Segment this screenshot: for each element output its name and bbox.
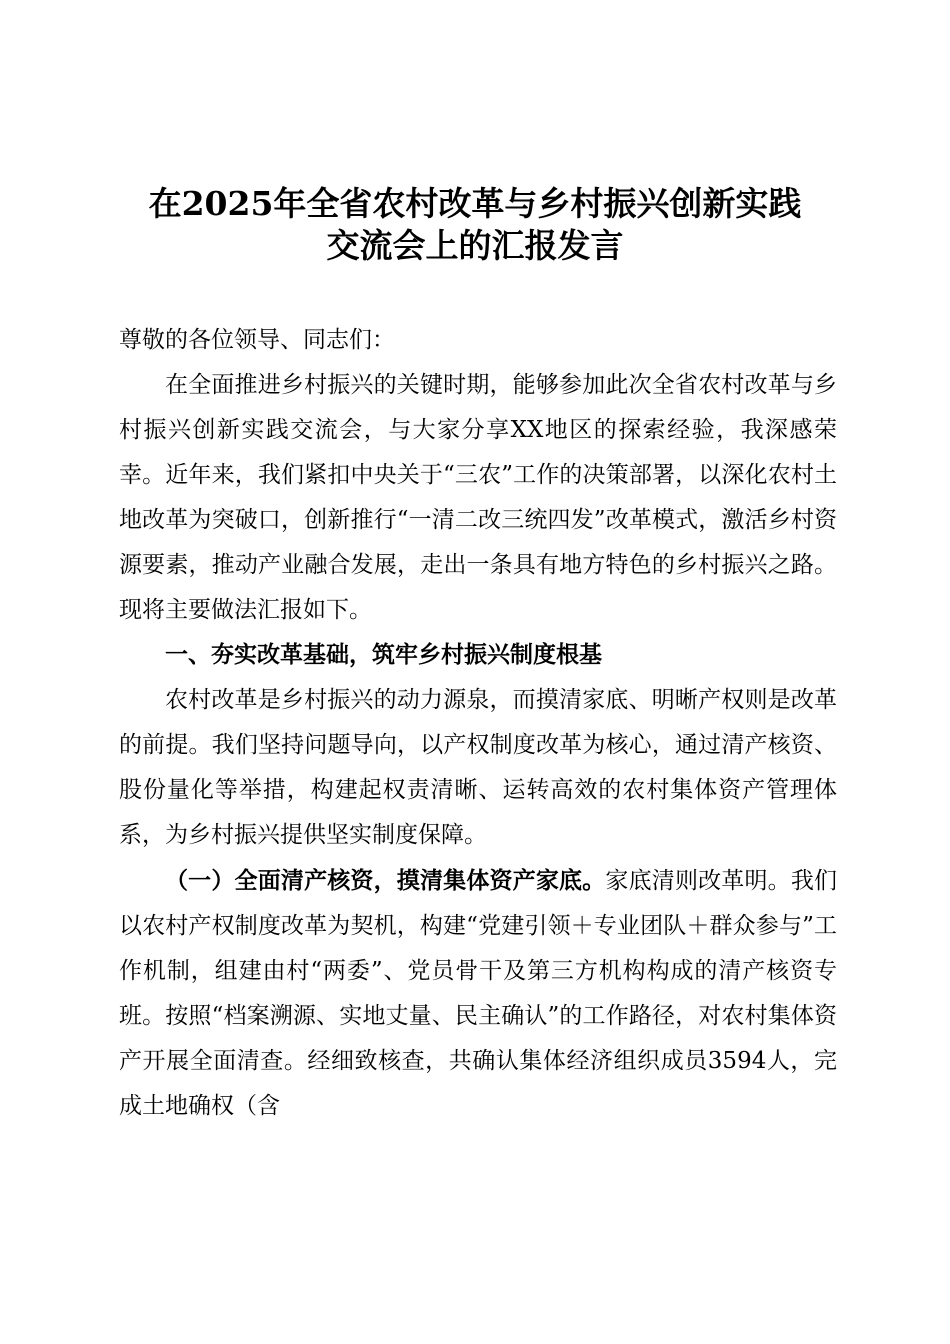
subsection-1-paragraph: [119, 858, 837, 1129]
document-title-line-1: 在2025年全省农村改革与乡村振兴创新实践: [148, 184, 802, 223]
section-1-paragraph: 农村改革是乡村振兴的动力源泉，而摸清家底、明晰产权则是改革的前提。我们坚持问题导向，以产权制度改革为核心，通过清产核资、股份量化等举措，构建起权责清晰、运转高效的农村集体资产管理体系，为乡村振兴提供坚实制度保障。: [119, 687, 837, 848]
document-body: [119, 318, 837, 1129]
subsection-1-text: 家底清则改革明。我们以农村产权制度改革为契机，构建“党建引领＋专业团队＋群众参与”工作机制，组建由村“两委”、党员骨干及第三方机构构成的清产核资专班。按照“档案溯源、实地丈量、民主确认”的工作路径，对农村集体资产开展全面清查。经细致核查，共确认集体经济组织成员3594人，完成土地确权（含: [119, 868, 838, 1119]
document-title-line-2: 交流会上的汇报发言: [326, 226, 624, 265]
section-1-heading: 一、夯实改革基础，筑牢乡村振兴制度根基: [165, 642, 602, 668]
salutation: 尊敬的各位领导、同志们：: [119, 327, 395, 353]
subsection-1-lead: （一）全面清产核资，摸清集体资产家底。: [165, 867, 606, 894]
intro-paragraph: 在全面推进乡村振兴的关键时期，能够参加此次全省农村改革与乡村振兴创新实践交流会，与大家分享XX地区的探索经验，我深感荣幸。近年来，我们紧扣中央关于“三农”工作的决策部署，以深化农村土地改革为突破口，创新推行“一清二改三统四发”改革模式，激活乡村资源要素，推动产业融合发展，走出一条具有地方特色的乡村振兴之路。现将主要做法汇报如下。: [119, 372, 837, 623]
